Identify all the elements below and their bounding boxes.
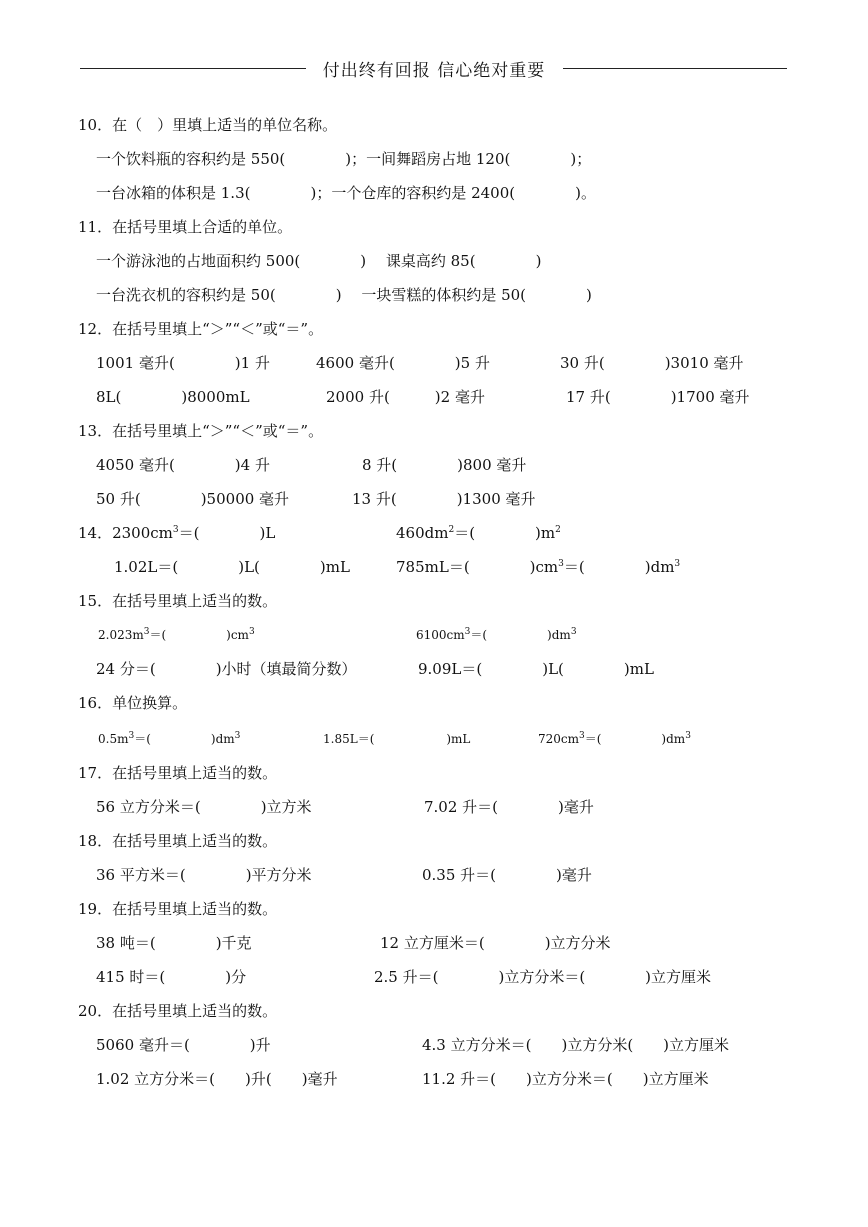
worksheet-line-q13b1: 50 升( )50000 毫升: [96, 490, 290, 508]
worksheet-line-q16a1: $0.5m^3=$( )$dm^3$: [98, 731, 241, 746]
worksheet-line-q12: 12．在括号里填上“＞”“＜”或“＝”。: [78, 320, 324, 338]
worksheet-line-q18a2: 0.35 升＝( )毫升: [422, 866, 592, 884]
worksheet-line-q14d: 785mL＝( )$cm^3=$( )$dm^3$: [396, 558, 681, 576]
worksheet-line-q10b: 一台冰箱的体积是 1.3( )；一个仓库的容积约是 2400( )。: [96, 184, 596, 202]
worksheet-line-q11b: 一台洗衣机的容积约是 50( ) 一块雪糕的体积约是 50( ): [96, 286, 592, 304]
worksheet-line-q20b1: 1.02 立方分米＝( )升( )毫升: [96, 1070, 338, 1088]
worksheet-line-q13a2: 8 升( )800 毫升: [362, 456, 527, 474]
worksheet-line-q15a1: $2.023m^3=$( )$cm^3$: [98, 627, 255, 642]
worksheet-line-q12a2: 4600 毫升( )5 升: [316, 354, 490, 372]
worksheet-line-q16a2: 1.85L＝( )mL: [323, 732, 471, 746]
worksheet-line-q18: 18．在括号里填上适当的数。: [78, 832, 278, 850]
worksheet-line-q14: 14．$2300cm^3=$( )L: [78, 524, 276, 542]
page-header: [0, 56, 868, 80]
worksheet-line-q15b2: 9.09L＝( )L( )mL: [418, 660, 654, 678]
worksheet-line-q15: 15．在括号里填上适当的数。: [78, 592, 278, 610]
worksheet-line-q17: 17．在括号里填上适当的数。: [78, 764, 278, 782]
worksheet-line-q20b2: 11.2 升＝( )立方分米＝( )立方厘米: [422, 1070, 709, 1088]
worksheet-line-q15a2: $6100cm^3=$( )$dm^3$: [416, 627, 577, 642]
worksheet-line-q10a: 一个饮料瓶的容积约是 550( )；一间舞蹈房占地 120( )；: [96, 150, 592, 168]
worksheet-line-q12a3: 30 升( )3010 毫升: [560, 354, 744, 372]
worksheet-line-q13: 13．在括号里填上“＞”“＜”或“＝”。: [78, 422, 324, 440]
worksheet-line-q13a1: 4050 毫升( )4 升: [96, 456, 270, 474]
worksheet-line-q19b1: 415 时＝( )分: [96, 968, 247, 986]
header-rule-right: [563, 68, 787, 69]
worksheet-line-q20a1: 5060 毫升＝( )升: [96, 1036, 271, 1054]
worksheet-line-q11a: 一个游泳池的占地面积约 500( ) 课桌高约 85( ): [96, 252, 542, 270]
worksheet-line-q16: 16．单位换算。: [78, 694, 188, 712]
worksheet-line-q13b2: 13 升( )1300 毫升: [352, 490, 536, 508]
worksheet-line-q12b1: 8L( )8000mL: [96, 388, 250, 406]
worksheet-line-q19b2: 2.5 升＝( )立方分米＝( )立方厘米: [374, 968, 712, 986]
worksheet-line-q14b: $460dm^2=$( )$m^2$: [396, 524, 561, 542]
header-rule-left: [80, 68, 306, 69]
worksheet-line-q19a1: 38 吨＝( )千克: [96, 934, 252, 952]
worksheet-line-q19a2: 12 立方厘米＝( )立方分米: [380, 934, 611, 952]
worksheet-line-q16a3: $720cm^3=$( )$dm^3$: [538, 731, 691, 746]
worksheet-line-q20a2: 4.3 立方分米＝( )立方分米( )立方厘米: [422, 1036, 730, 1054]
worksheet-line-q17a2: 7.02 升＝( )毫升: [424, 798, 594, 816]
worksheet-line-q17a1: 56 立方分米＝( )立方米: [96, 798, 312, 816]
worksheet-line-q10: 10．在（ ）里填上适当的单位名称。: [78, 116, 338, 134]
worksheet-line-q12b3: 17 升( )1700 毫升: [566, 388, 750, 406]
header-title: 付出终有回报 信心绝对重要: [321, 56, 547, 81]
worksheet-line-q12b2: 2000 升( )2 毫升: [326, 388, 485, 406]
worksheet-line-q18a1: 36 平方米＝( )平方分米: [96, 866, 312, 884]
worksheet-line-q11: 11．在括号里填上合适的单位。: [78, 218, 293, 236]
worksheet-line-q12a1: 1001 毫升( )1 升: [96, 354, 270, 372]
worksheet-line-q19: 19．在括号里填上适当的数。: [78, 900, 278, 918]
worksheet-line-q20: 20．在括号里填上适当的数。: [78, 1002, 278, 1020]
worksheet-line-q15b1: 24 分＝( )小时（填最简分数）: [96, 660, 357, 678]
worksheet-line-q14c: 1.02L＝( )L( )mL: [114, 558, 350, 576]
